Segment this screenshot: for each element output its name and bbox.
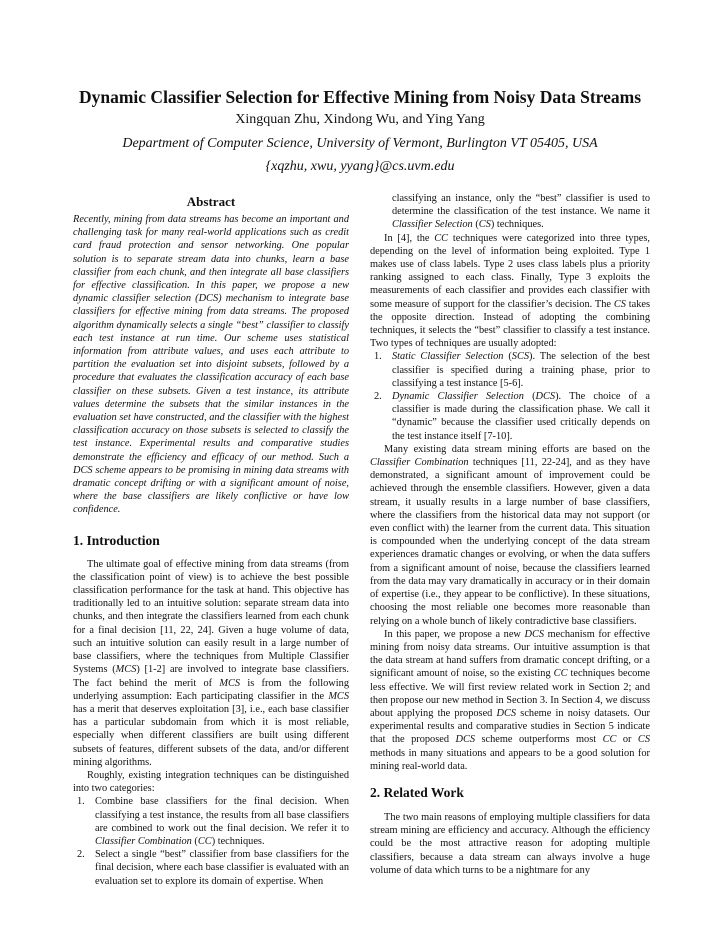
list-item: 2. Select a single “best” classifier from base classifiers for the final decision, where each base classifier is evaluated with an evaluation set to explore its domain of expertise. When — [77, 849, 349, 887]
list-item: 1. Combine base classifiers for the final decision. When classifying a test instance, the results from all base classifiers are combined to work out the final decision. We refer it to Classifier Combination (CC) techniques. — [77, 796, 349, 847]
selection-types-list — [370, 350, 650, 442]
paragraph-stream-efforts: Many existing data stream mining efforts are based on the Classifier Combination techniques [11, 22-24], and as they have demonstrated, a significant amount of improvement could be achieved through the ensemble classifiers. However, given a data stream, it usually results in a large number of base classifiers, where the classifiers from the historical data may not support (or even conflict with) the learner from the current data. This situation is compounded when the underlying concept of the data stream experiences dramatic changes or evolving, or when the data suffers from a significant amount of noise, because the classifiers learned from the data may vary dramatically in accuracy or in their domain of expertise (i.e., they appear to be conflictive). In these situations, choosing the most reliable one becomes more reasonable than relying on a whole bunch of likely contradictive base classifiers. — [370, 443, 651, 627]
related-work-heading: 2. Related Work — [370, 784, 464, 800]
paper-authors: Xingquan Zhu, Xindong Wu, and Ying Yang — [235, 112, 485, 127]
paragraph-cc-types: In [4], the CC techniques were categorized into three types, depending on the level of information being exploited. Type 1 makes use of class labels. Type 2 uses class labels plus a priority ranking assigned to each class. Finally, Type 3 exploits the measurements of each classifier and provides each classifier with some measure of support for the classifier’s decision. The CS takes the opposite direction. Instead of adopting the combining techniques, it selects the “best” classifier to classify a test instance. Two types of techniques are usually adopted: — [370, 232, 651, 350]
list-item: 1. Static Classifier Selection (SCS). The selection of the best classifier is specified during a training phase, prior to classifying a test instance [5-6]. — [374, 351, 651, 389]
intro-paragraph-2: Roughly, existing integration techniques can be distinguished into two categories: — [73, 769, 349, 795]
list-item-continuation: classifying an instance, only the “best” classifier is used to determine the classification of the test instance. We name it Classifier Selection (CS) techniques. — [392, 193, 650, 231]
paper-affiliation: Department of Computer Science, University of Vermont, Burlington VT 05405, USA — [122, 136, 598, 151]
abstract-heading: Abstract — [186, 194, 236, 209]
paper-email: {xqzhu, xwu, yyang}@cs.uvm.edu — [265, 159, 455, 174]
related-work-paragraph: The two main reasons of employing multiple classifiers for data stream mining are efficiency and accuracy. Although the efficiency could be the most attractive reason for adopting multiple classifiers, because a data stream can always involve a huge volume of data which turns to be a nightmare for any — [370, 811, 650, 876]
list-item: 2. Dynamic Classifier Selection (DCS). The choice of a classifier is made during the classification phase. We call it “dynamic” because the classifier used critically depends on the test instance itself [7-10]. — [374, 391, 651, 442]
abstract-text: Recently, mining from data streams has become an important and challenging task for many real-world applications such as credit card fraud protection and sensor networking. One popular solution is to separate stream data into chunks, learn a base classifier from each chunk, and then integrate all base classifiers for effective classification. In this paper, we propose a new dynamic classifier selection (DCS) mechanism to integrate base classifiers for effective mining from data streams. The proposed algorithm dynamically selects a single “best” classifier to classify each test instance at run time. Our scheme uses statistical information from attribute values, and uses each attribute to partition the evaluation set into disjoint subsets, followed by a procedure that evaluates the classification accuracy of each base classifier on these subsets. Given a test instance, its attribute values determine the subsets that the similar instances in the evaluation set have constructed, and the classifier with the highest classification accuracy on those subsets is selected to classify the test instance. Experimental results and comparative studies demonstrate the efficiency and efficacy of our method. Such a DCS scheme appears to be promising in mining data streams with dramatic concept drifting or with a significant amount of noise, where the base classifiers are likely conflictive or have low confidence. — [73, 214, 349, 516]
right-column — [370, 192, 650, 877]
integration-categories-list — [73, 795, 349, 887]
introduction-heading: 1. Introduction — [73, 532, 160, 548]
paragraph-proposal: In this paper, we propose a new DCS mechanism for effective mining from noisy data streams. Our intuitive assumption is that the data stream at hand suffers from dramatic concept drifting, or a significant amount of noise, so the existing CC techniques become less effective. We will first review related work in Section 2; and then propose our new method in Section 3. In Section 4, we discuss about applying the proposed DCS scheme in noisy datasets. Our experimental results and comparative studies in Section 5 indicate that the proposed DCS scheme outperforms most CC or CS methods in many situations and appears to be a good solution for mining real-world data. — [370, 628, 650, 772]
left-column — [73, 194, 349, 888]
paper-title: Dynamic Classifier Selection for Effective Mining from Noisy Data Streams — [78, 87, 642, 107]
intro-paragraph-1: The ultimate goal of effective mining from data streams (from the classification point of view) is to achieve the best possible classification performance for the task at hand. This objective has traditionally led to an intuitive solution: separate stream data into chunks, and then integrate the classifiers learned from each chunk for a final decision [11, 22, 24]. Given a huge volume of data, such an intuitive solution can easily result in a large number of base classifiers, where the techniques from Multiple Classifier Systems (MCS) [1-2] are involved to integrate base classifiers. The fact behind the merit of MCS is from the following underlying assumption: Each participating classifier in the MCS has a merit that deserves exploitation [3], i.e., each base classifier has a particular subdomain from which it is most reliable, especially when different classifiers are built using different subsets of features, different subsets of the data, and/or different mining algorithms. — [73, 558, 349, 768]
